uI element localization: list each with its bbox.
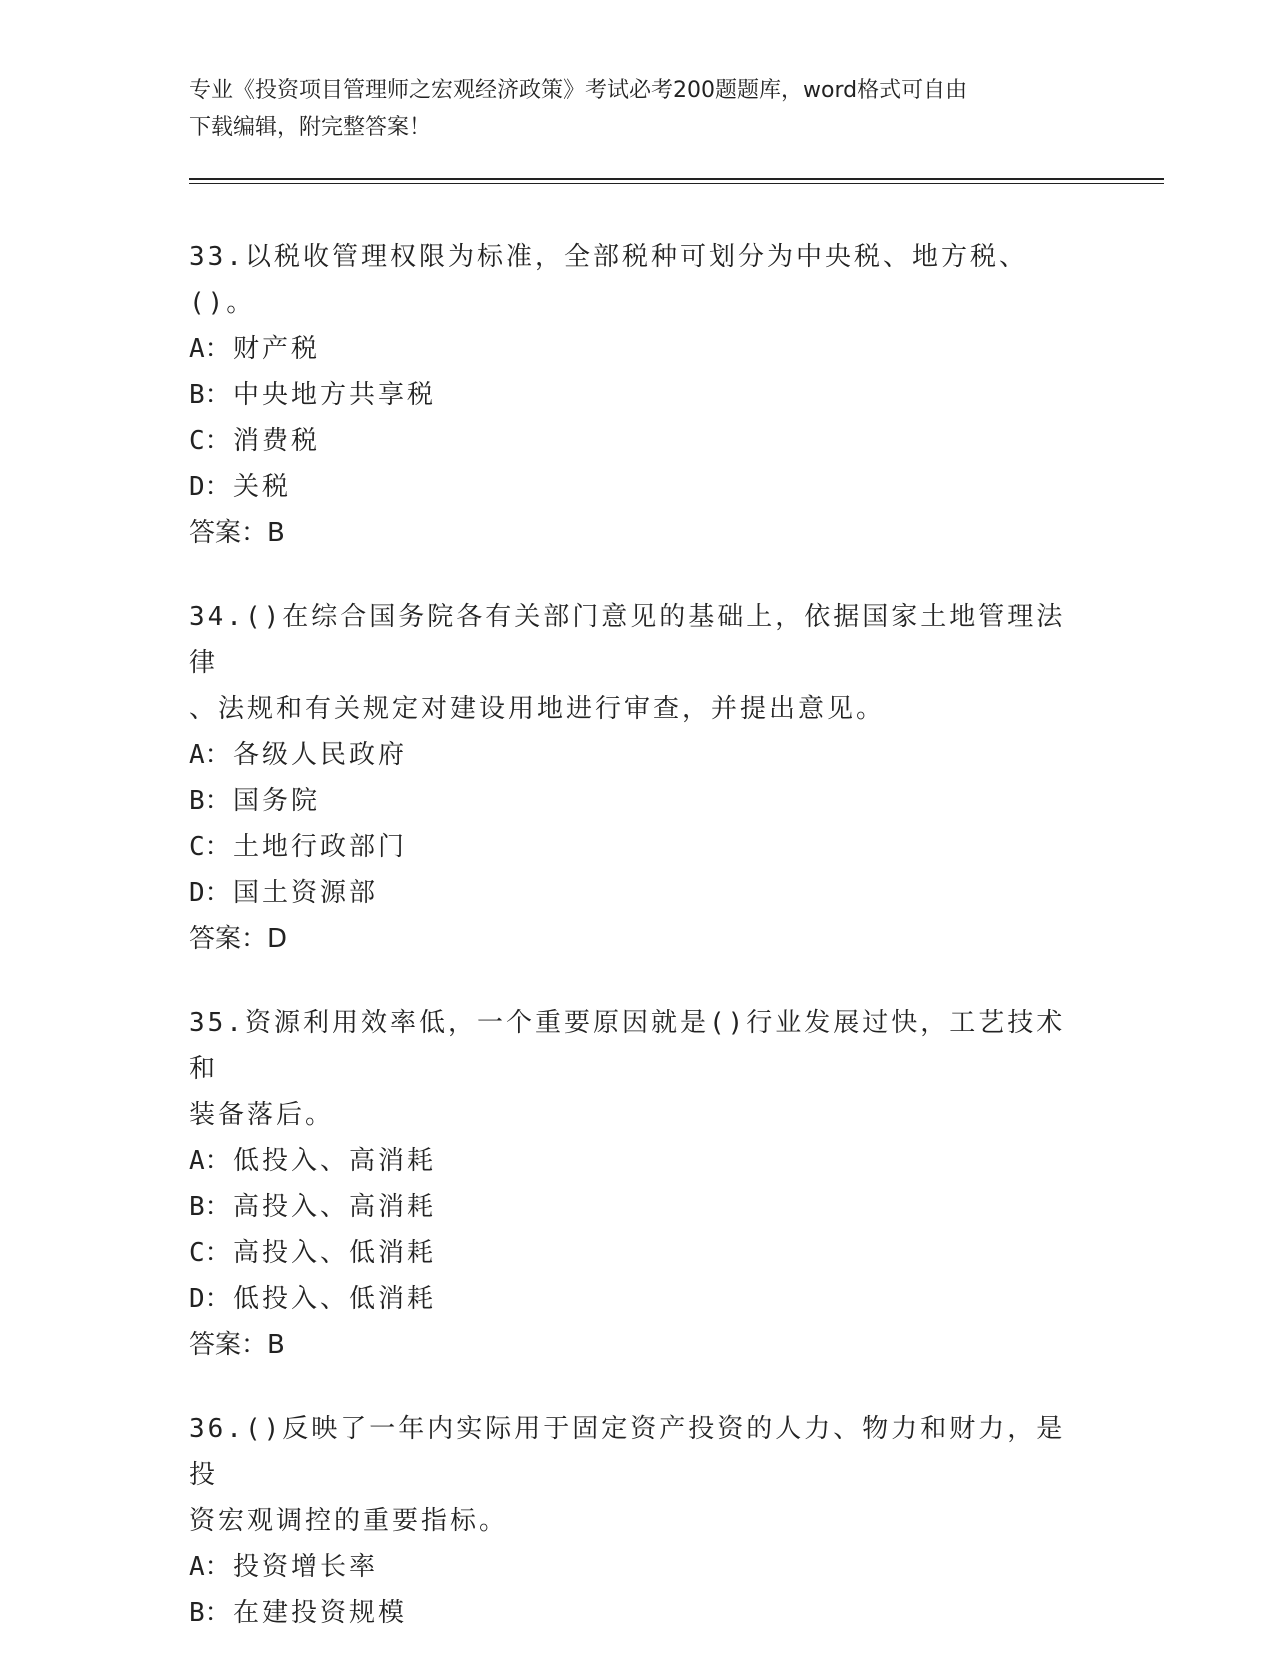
answer-option	[189, 418, 1089, 464]
answer-option	[189, 824, 1089, 870]
answer-option	[189, 464, 1089, 510]
option-text: 国土资源部	[233, 878, 379, 908]
option-text: 在建投资规模	[233, 1598, 408, 1628]
question-stem-line: 34.()在综合国务院各有关部门意见的基础上，依据国家土地管理法律	[189, 602, 1066, 678]
answer-key: 答案：D	[189, 924, 288, 954]
option-label: B：	[189, 380, 231, 410]
question-stem-line: 、法规和有关规定对建设用地进行审查，并提出意见。	[189, 694, 886, 724]
option-label: A：	[189, 1146, 231, 1176]
answer-option	[189, 870, 1089, 916]
question-stem-line: 资宏观调控的重要指标。	[189, 1506, 509, 1536]
option-text: 消费税	[233, 426, 321, 456]
answer-option	[189, 372, 1089, 418]
option-label: B：	[189, 1598, 231, 1628]
option-label: A：	[189, 334, 231, 364]
option-label: C：	[189, 1238, 231, 1268]
option-label: B：	[189, 1192, 231, 1222]
header-divider-thin	[189, 183, 1164, 184]
question-stem-line: 装备落后。	[189, 1100, 335, 1130]
answer-option	[189, 1276, 1089, 1322]
document-header	[189, 72, 1089, 146]
question-block	[189, 1000, 1089, 1368]
answer-option	[189, 326, 1089, 372]
question-list	[189, 234, 1089, 1674]
question-stem-line: 36.()反映了一年内实际用于固定资产投资的人力、物力和财力，是投	[189, 1414, 1066, 1490]
option-text: 中央地方共享税	[233, 380, 437, 410]
answer-option	[189, 1230, 1089, 1276]
option-text: 各级人民政府	[233, 740, 408, 770]
option-text: 国务院	[233, 786, 321, 816]
option-text: 投资增长率	[233, 1552, 379, 1582]
answer-option	[189, 778, 1089, 824]
answer-key: 答案：B	[189, 1330, 285, 1360]
option-text: 低投入、低消耗	[233, 1284, 437, 1314]
option-text: 高投入、低消耗	[233, 1238, 437, 1268]
header-line-1: 专业《投资项目管理师之宏观经济政策》考试必考200题题库，word格式可自由	[189, 78, 968, 103]
option-text: 低投入、高消耗	[233, 1146, 437, 1176]
option-text: 财产税	[233, 334, 321, 364]
answer-option	[189, 1138, 1089, 1184]
option-label: C：	[189, 426, 231, 456]
answer-option	[189, 1590, 1089, 1636]
option-text: 土地行政部门	[233, 832, 408, 862]
question-block	[189, 234, 1089, 556]
question-stem-line: 33.以税收管理权限为标准，全部税种可划分为中央税、地方税、()。	[189, 242, 1028, 318]
option-label: A：	[189, 740, 231, 770]
question-block	[189, 1406, 1089, 1636]
option-label: A：	[189, 1552, 231, 1582]
header-line-2: 下载编辑，附完整答案！	[189, 115, 432, 140]
answer-option	[189, 1184, 1089, 1230]
option-label: D：	[189, 1284, 231, 1314]
option-label: D：	[189, 472, 231, 502]
option-label: D：	[189, 878, 231, 908]
option-text: 高投入、高消耗	[233, 1192, 437, 1222]
question-stem-line: 35.资源利用效率低，一个重要原因就是()行业发展过快，工艺技术和	[189, 1008, 1066, 1084]
answer-option	[189, 1544, 1089, 1590]
option-label: C：	[189, 832, 231, 862]
answer-option	[189, 732, 1089, 778]
option-label: B：	[189, 786, 231, 816]
header-divider-thick	[189, 178, 1164, 180]
question-block	[189, 594, 1089, 962]
answer-key: 答案：B	[189, 518, 285, 548]
option-text: 关税	[233, 472, 292, 502]
